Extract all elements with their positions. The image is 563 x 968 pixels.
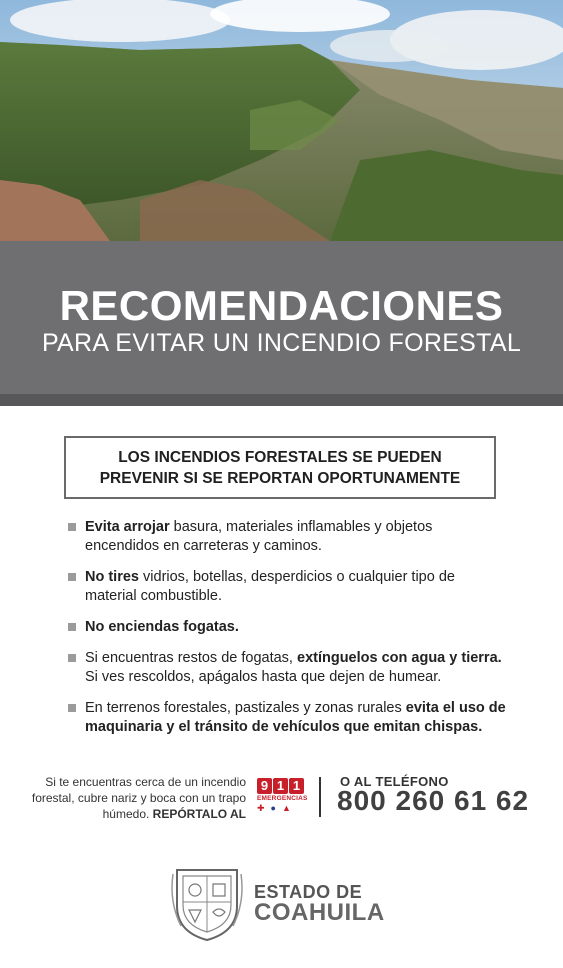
emergency-digit: 1 <box>273 778 288 794</box>
recommendation-text: En terrenos forestales, pastizales y zonas rurales <box>85 700 406 716</box>
banner-bottom-strip <box>0 394 563 406</box>
emergency-digit: 1 <box>289 778 304 794</box>
footer <box>0 858 563 948</box>
report-section <box>0 770 563 820</box>
report-instructions <box>14 774 246 822</box>
state-name-line-1: ESTADO DE <box>254 882 363 902</box>
mountain-landscape-image <box>0 0 563 241</box>
emergency-digits <box>257 778 305 794</box>
medical-cross-icon: ✚ <box>257 803 265 813</box>
title-banner <box>0 241 563 394</box>
recommendation-emphasis: No enciendas fogatas. <box>85 619 239 635</box>
state-name-line-2: COAHUILA <box>254 899 385 926</box>
recommendation-text: vidrios, botellas, desperdicios o cualquier tipo de material combustible. <box>85 569 455 604</box>
square-bullet-icon <box>68 654 76 662</box>
emergency-icons <box>257 803 305 813</box>
recommendation-item <box>68 518 508 556</box>
recommendation-emphasis: No tires <box>85 569 139 585</box>
recommendation-emphasis: extínguelos con agua y tierra. <box>297 650 502 666</box>
square-bullet-icon <box>68 573 76 581</box>
recommendations-list <box>68 518 508 749</box>
police-badge-icon: ● <box>270 803 276 813</box>
emergency-label: EMERGENCIAS <box>257 795 308 802</box>
square-bullet-icon <box>68 623 76 631</box>
vertical-divider <box>319 777 321 817</box>
hero-mountain-photo <box>0 0 563 241</box>
fire-icon: ▲ <box>281 803 291 813</box>
notice-line-2: PREVENIR SI SE REPORTAN OPORTUNAMENTE <box>99 470 461 487</box>
phone-label: O AL TELÉFONO <box>340 774 449 789</box>
recommendation-emphasis: Evita arrojar <box>85 519 170 535</box>
recommendation-text: Si encuentras restos de fogatas, <box>85 650 297 666</box>
emergency-911-logo <box>257 778 308 818</box>
report-cta: REPÓRTALO AL <box>152 807 246 821</box>
recommendation-item <box>68 699 508 737</box>
emergency-digit: 9 <box>257 778 272 794</box>
recommendation-item <box>68 568 508 606</box>
coahuila-coat-of-arms-icon <box>167 862 247 942</box>
recommendation-text: basura, materiales inflamables y objetos encendidos en carreteras y caminos. <box>85 519 433 554</box>
recommendation-item <box>68 618 508 637</box>
square-bullet-icon <box>68 523 76 531</box>
recommendation-emphasis: evita el uso de maquinaria y el tránsito de vehículos que emitan chispas. <box>85 700 506 735</box>
recommendation-item <box>68 649 508 687</box>
notice-line-1: LOS INCENDIOS FORESTALES SE PUEDEN <box>118 449 442 466</box>
page-subtitle: PARA EVITAR UN INCENDIO FORESTAL <box>41 329 522 357</box>
phone-number: 800 260 61 62 <box>337 785 530 816</box>
square-bullet-icon <box>68 704 76 712</box>
recommendation-text: Si ves rescoldos, apágalos hasta que dejen de humear. <box>85 669 442 685</box>
page-title: RECOMENDACIONES <box>59 282 504 329</box>
notice-box <box>64 436 496 499</box>
report-text: Si te encuentras cerca de un incendio forestal, cubre nariz y boca con un trapo húmedo. <box>31 775 246 821</box>
